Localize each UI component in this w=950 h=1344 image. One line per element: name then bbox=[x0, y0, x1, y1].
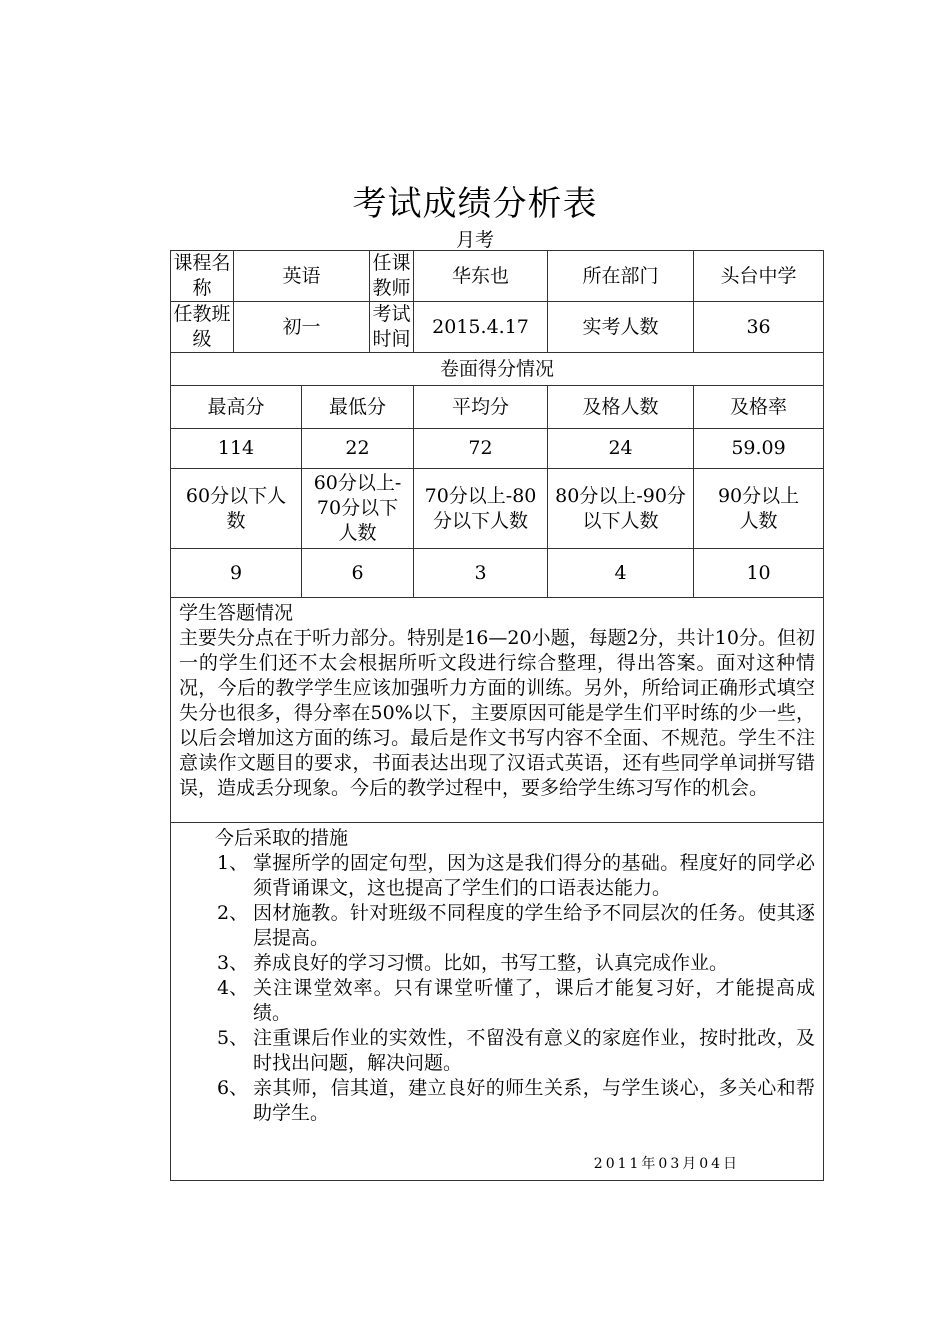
answer-section-body: 主要失分点在于听力部分。特别是16—20小题，每题2分，共计10分。但初一的学生们还不太会根据所听文段进行综合整理，得出答案。面对这种情况，今后的教学学生应该加强听力方面的训练。另外，所给词正确形式填空失分也很多，得分率在50%以下，主要原因可能是学生们平时练的少一些，以后会增加这方面的练习。最后是作文书写内容不全面、不规范。学生不注意读作文题目的要求，书面表达出现了汉语式英语，还有些同学单词拼写错误，造成丢分现象。今后的教学过程中，要多给学生练习写作的机会。 bbox=[179, 627, 816, 799]
score-header-row-2 bbox=[171, 469, 824, 549]
value-max-score: 114 bbox=[171, 429, 302, 469]
count-value: 36 bbox=[694, 302, 824, 353]
header-min-score: 最低分 bbox=[302, 386, 414, 429]
measure-number: 6、 bbox=[217, 1077, 249, 1099]
class-value: 初一 bbox=[234, 302, 370, 353]
header-avg-score: 平均分 bbox=[414, 386, 548, 429]
measures-cell bbox=[171, 823, 824, 1181]
class-label: 任教班级 bbox=[171, 302, 234, 353]
measure-item bbox=[179, 901, 815, 951]
teacher-value: 华东也 bbox=[414, 251, 548, 302]
measure-number: 2、 bbox=[217, 902, 249, 924]
value-min-score: 22 bbox=[302, 429, 414, 469]
header-pass-count: 及格人数 bbox=[548, 386, 694, 429]
answer-section-heading: 学生答题情况 bbox=[179, 602, 294, 624]
exam-date-value: 2015.4.17 bbox=[414, 302, 548, 353]
measure-number: 3、 bbox=[217, 952, 249, 974]
header-max-score: 最高分 bbox=[171, 386, 302, 429]
page-title: 考试成绩分析表 bbox=[352, 184, 598, 224]
info-row-2 bbox=[171, 302, 824, 353]
score-header-row-1 bbox=[171, 386, 824, 429]
measure-item bbox=[179, 951, 815, 976]
measure-item bbox=[179, 851, 815, 901]
measure-text: 养成良好的学习习惯。比如，书写工整，认真完成作业。 bbox=[253, 952, 729, 974]
header-below-60: 60分以下人数 bbox=[171, 469, 302, 549]
measure-text: 掌握所学的固定句型，因为这是我们得分的基础。程度好的同学必须背诵课文，这也提高了学生们的口语表达能力。 bbox=[253, 852, 816, 899]
measure-text: 注重课后作业的实效性，不留没有意义的家庭作业，按时批改，及时找出问题，解决问题。 bbox=[253, 1027, 816, 1074]
header-70-80: 70分以上-80分以下人数 bbox=[414, 469, 548, 549]
value-pass-count: 24 bbox=[548, 429, 694, 469]
measure-number: 4、 bbox=[217, 977, 249, 999]
page-subtitle: 月考 bbox=[455, 229, 494, 251]
measure-number: 5、 bbox=[217, 1027, 249, 1049]
value-60-70: 6 bbox=[302, 549, 414, 598]
header-80-90: 80分以上-90分以下人数 bbox=[548, 469, 694, 549]
value-80-90: 4 bbox=[548, 549, 694, 598]
answer-cell bbox=[171, 598, 824, 823]
measures-heading: 今后采取的措施 bbox=[215, 827, 349, 849]
score-heading-row bbox=[171, 353, 824, 386]
info-row-1 bbox=[171, 251, 824, 302]
measure-item bbox=[179, 976, 815, 1026]
course-label: 课程名称 bbox=[171, 251, 234, 302]
exam-date-label: 考试时间 bbox=[370, 302, 414, 353]
value-70-80: 3 bbox=[414, 549, 548, 598]
measure-text: 因材施教。针对班级不同程度的学生给予不同层次的任务。使其逐层提高。 bbox=[253, 902, 816, 949]
dept-value: 头台中学 bbox=[694, 251, 824, 302]
analysis-table bbox=[170, 250, 824, 1181]
measure-text: 亲其师，信其道，建立良好的师生关系，与学生谈心，多关心和帮助学生。 bbox=[253, 1077, 816, 1124]
header-pass-rate: 及格率 bbox=[694, 386, 824, 429]
score-value-row-1 bbox=[171, 429, 824, 469]
value-avg-score: 72 bbox=[414, 429, 548, 469]
header-above-90: 90分以上人数 bbox=[694, 469, 824, 549]
measure-number: 1、 bbox=[217, 852, 249, 874]
count-label: 实考人数 bbox=[548, 302, 694, 353]
measure-item bbox=[179, 1026, 815, 1076]
report-date: 2011年03月04日 bbox=[593, 1156, 741, 1172]
score-value-row-2 bbox=[171, 549, 824, 598]
measure-item bbox=[179, 1076, 815, 1126]
course-value: 英语 bbox=[234, 251, 370, 302]
dept-label: 所在部门 bbox=[548, 251, 694, 302]
header-60-70: 60分以上-70分以下人数 bbox=[302, 469, 414, 549]
measure-text: 关注课堂效率。只有课堂听懂了，课后才能复习好，才能提高成绩。 bbox=[253, 977, 816, 1024]
score-section-heading: 卷面得分情况 bbox=[171, 353, 824, 386]
value-pass-rate: 59.09 bbox=[694, 429, 824, 469]
value-below-60: 9 bbox=[171, 549, 302, 598]
value-above-90: 10 bbox=[694, 549, 824, 598]
measures-row bbox=[171, 823, 824, 1181]
teacher-label: 任课教师 bbox=[370, 251, 414, 302]
answer-row bbox=[171, 598, 824, 823]
